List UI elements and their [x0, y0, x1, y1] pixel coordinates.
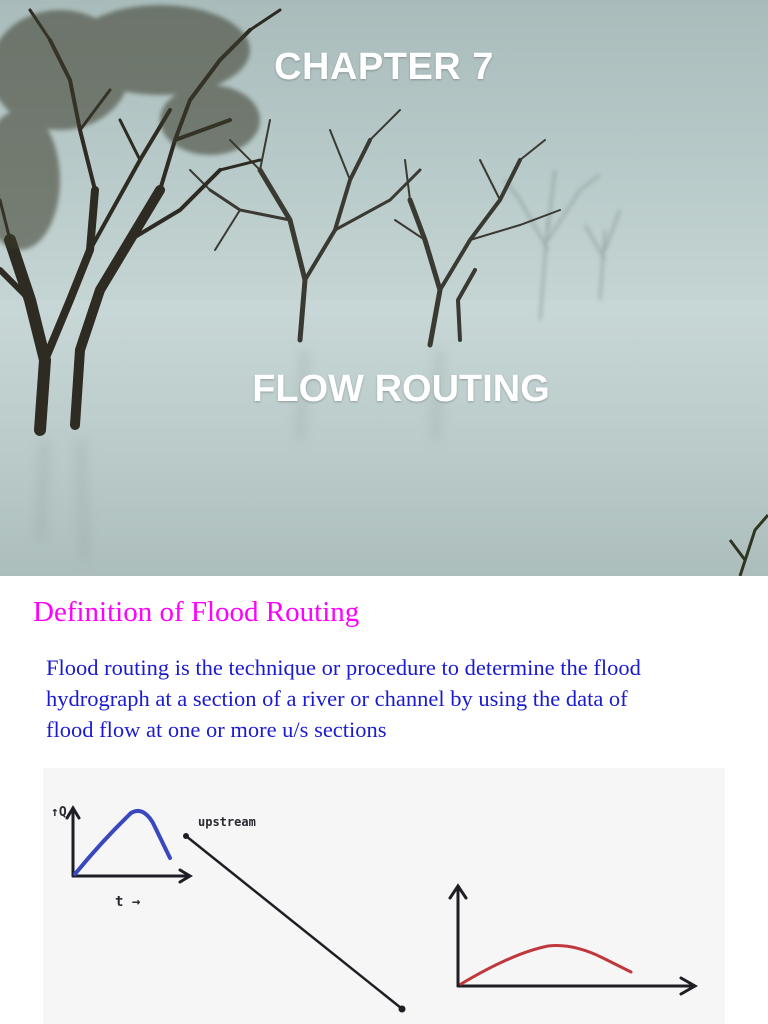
definition-line: Flood routing is the technique or procedure to determine the flood — [46, 655, 641, 680]
inflow-hydrograph-curve — [75, 811, 170, 874]
river-reach-line — [186, 836, 401, 1008]
definition-slide — [0, 576, 768, 1024]
hand-drawn-routing-sketch — [43, 768, 725, 1024]
downstream-point — [399, 1006, 406, 1013]
upstream-label: upstream — [198, 815, 256, 829]
t-axis-label: t → — [115, 894, 141, 910]
definition-body — [46, 652, 746, 745]
chapter-title: CHAPTER 7 — [274, 46, 494, 88]
outflow-hydrograph-curve — [461, 946, 631, 985]
definition-heading: Definition of Flood Routing — [33, 596, 360, 628]
slide-subtitle: FLOW ROUTING — [252, 368, 550, 410]
q-axis-label: ↑Q — [51, 805, 67, 820]
definition-line: hydrograph at a section of a river or channel by using the data of — [46, 686, 628, 711]
definition-line: flood flow at one or more u/s sections — [46, 717, 387, 742]
